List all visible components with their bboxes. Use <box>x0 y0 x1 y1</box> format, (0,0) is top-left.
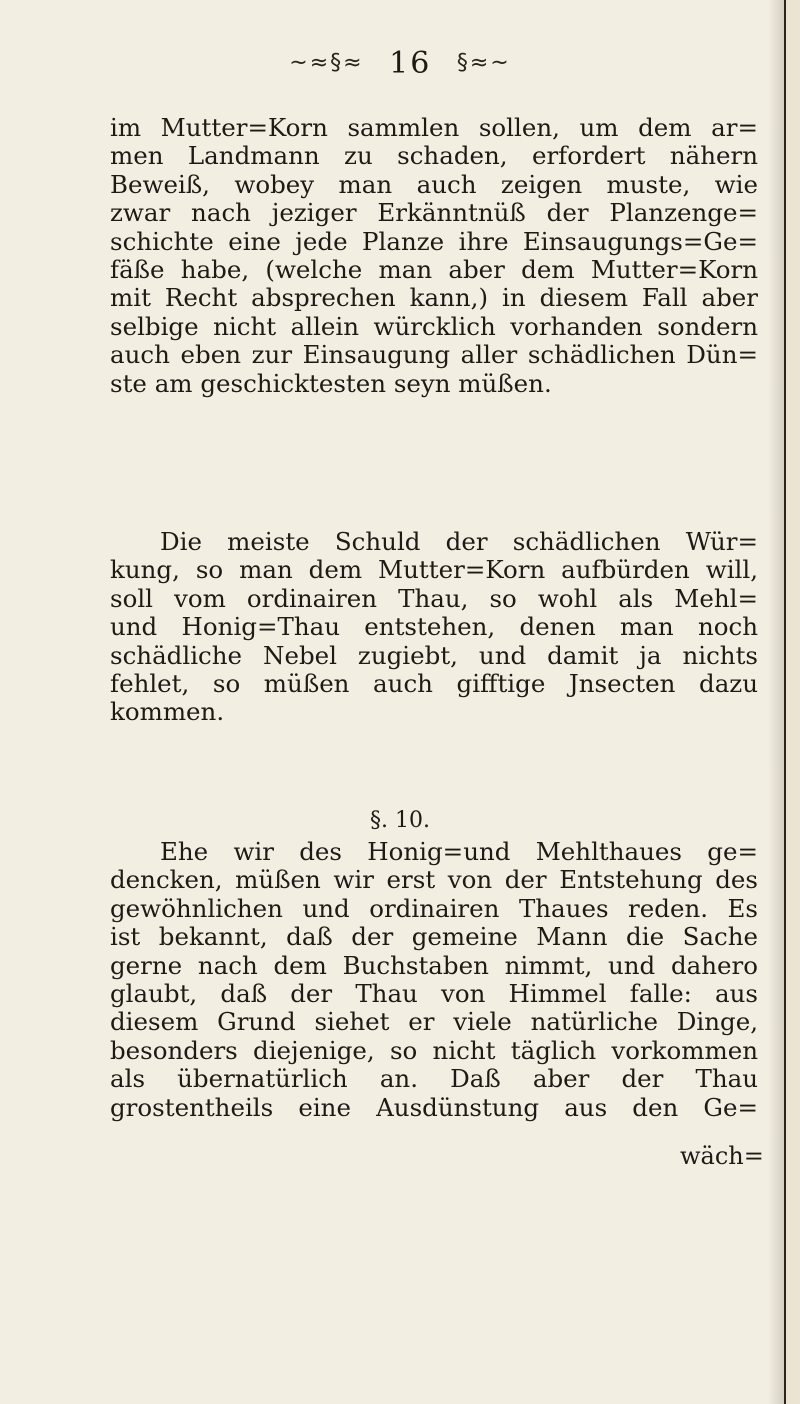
text-line: soll vom ordinairen Thau, so wohl als Mehl= <box>110 584 758 613</box>
paragraph-1 <box>110 114 758 398</box>
text-line: dencken, müßen wir erst von der Entstehung des <box>110 866 758 895</box>
text-line: besonders diejenige, so nicht täglich vorkommen <box>110 1036 758 1065</box>
text-line: und Honig=Thau entstehen, denen man noch <box>110 613 758 642</box>
text-line: schichte eine jede Planze ihre Einsaugungs=Ge= <box>110 227 758 256</box>
text-line: schädliche Nebel zugiebt, und damit ja nichts <box>110 641 758 670</box>
text-line: kung, so man dem Mutter=Korn aufbürden will, <box>110 556 758 585</box>
text-line: im Mutter=Korn sammlen sollen, um dem ar= <box>110 114 758 142</box>
paragraph-2 <box>110 528 758 727</box>
text-line: mit Recht absprechen kann,) in diesem Fall aber <box>110 284 758 313</box>
text-line: men Landmann zu schaden, erfordert nähern <box>110 142 758 171</box>
ornament-right-icon: §≈~ <box>456 50 511 76</box>
section-heading: §. 10. <box>370 808 430 833</box>
text-line: diesem Grund siehet er viele natürliche Dinge, <box>110 1008 758 1037</box>
text-line: auch eben zur Einsaugung aller schädlichen Dün= <box>110 341 758 370</box>
text-line: fehlet, so müßen auch gifftige Jnsecten dazu <box>110 670 758 699</box>
text-line: ste am geschicktesten seyn müßen. <box>110 369 552 398</box>
text-line: gewöhnlichen und ordinairen Thaues reden. Es <box>110 894 758 923</box>
page-edge <box>784 0 800 1404</box>
text-line: glaubt, daß der Thau von Himmel falle: aus <box>110 980 758 1009</box>
text-line: Beweiß, wobey man auch zeigen muste, wie <box>110 170 758 199</box>
text-line: Ehe wir des Honig=und Mehlthaues ge= <box>160 838 758 866</box>
text-line: selbige nicht allein würcklich vorhanden sondern <box>110 312 758 341</box>
text-line: ist bekannt, daß der gemeine Mann die Sache <box>110 923 758 952</box>
text-line: fäße habe, (welche man aber dem Mutter=Korn <box>110 256 758 285</box>
page-header <box>0 44 800 81</box>
text-line: Die meiste Schuld der schädlichen Wür= <box>160 528 758 556</box>
paragraph-3 <box>110 838 758 1122</box>
text-line: gerne nach dem Buchstaben nimmt, und dahero <box>110 951 758 980</box>
catchword: wäch= <box>680 1142 764 1170</box>
page-number: 16 <box>389 45 432 81</box>
text-line: zwar nach jeziger Erkänntnüß der Planzenge= <box>110 199 758 228</box>
text-line: kommen. <box>110 698 225 727</box>
text-line: als übernatürlich an. Daß aber der Thau <box>110 1065 758 1094</box>
ornament-left-icon: ~≈§≈ <box>289 50 364 76</box>
text-line: grostentheils eine Ausdünstung aus den Ge= <box>110 1093 758 1122</box>
